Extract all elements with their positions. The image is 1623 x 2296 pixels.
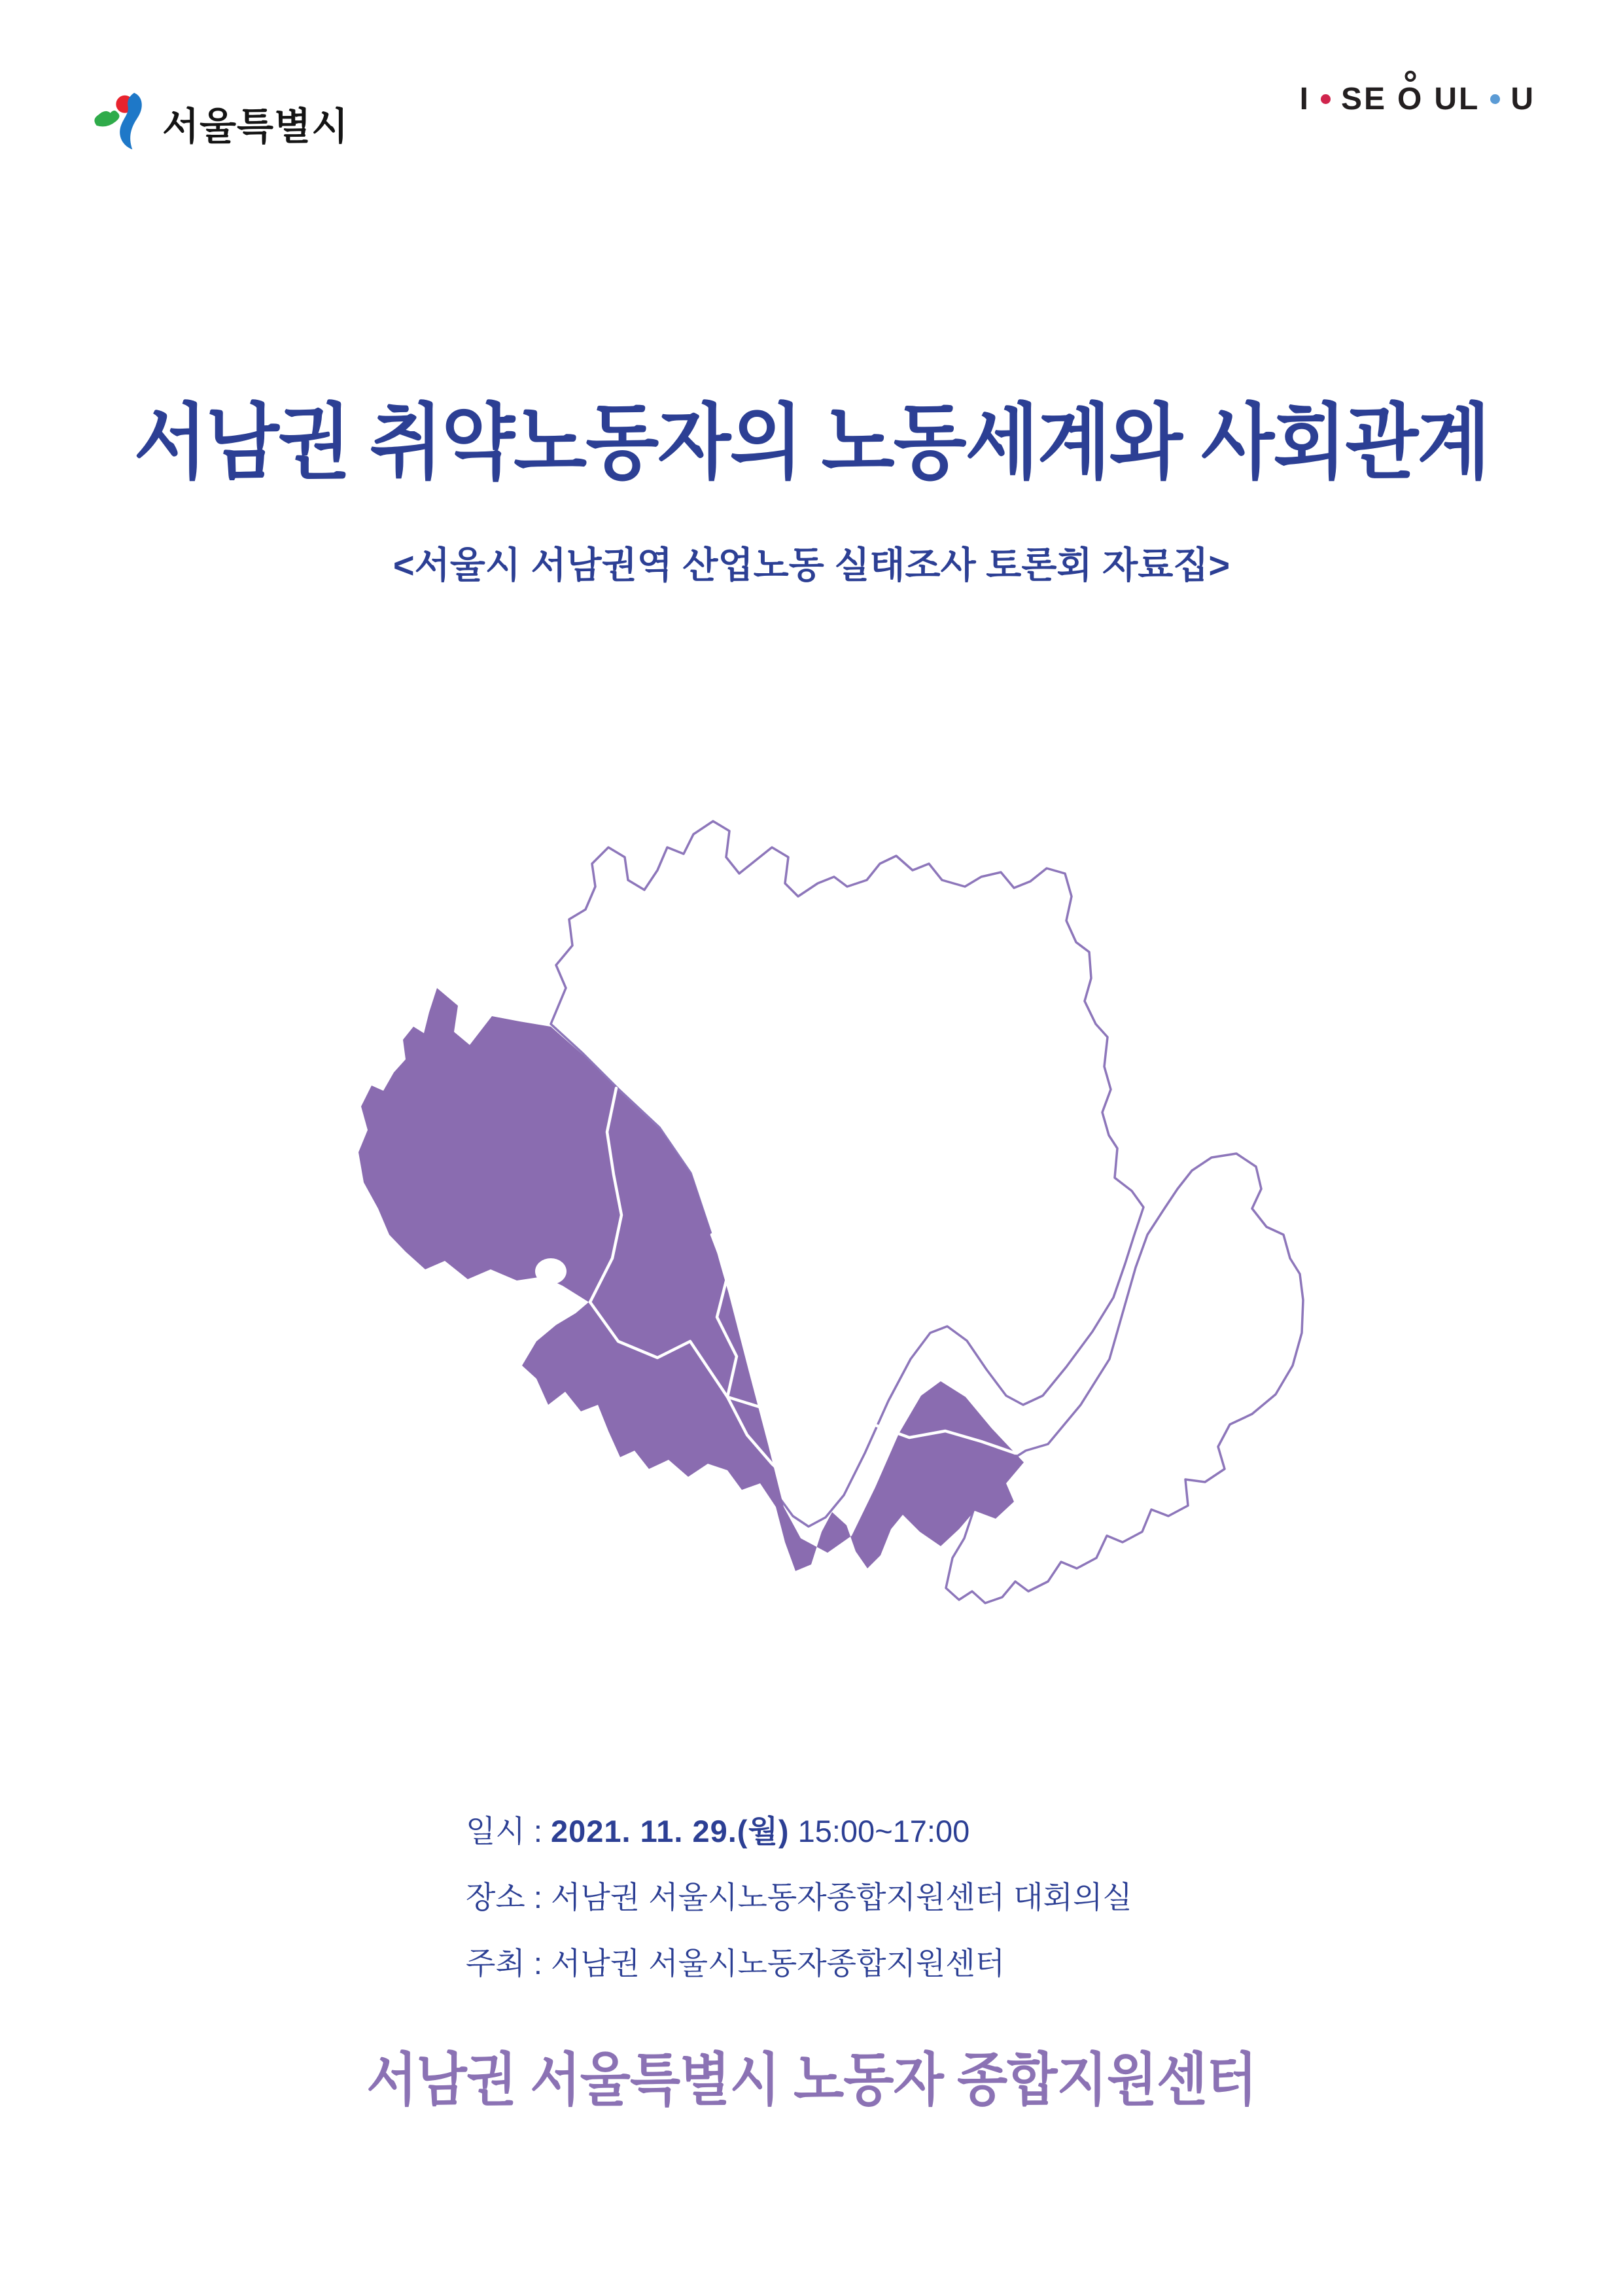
info-line-host <box>466 1939 1132 1983</box>
info-label: 주최 <box>466 1946 525 1981</box>
red-dot-icon <box>1321 94 1331 104</box>
brand-letters-ul: UL <box>1434 82 1480 116</box>
i-seoul-u-logo <box>1300 81 1535 117</box>
logo-green-mountain <box>94 111 119 126</box>
info-value-bold: 2021. 11. 29.(월) <box>551 1814 790 1848</box>
seoul-city-logo-text: 서울특별시 <box>162 105 349 148</box>
info-separator: : <box>525 1946 551 1981</box>
info-value: 15:00~17:00 <box>789 1814 970 1848</box>
brand-letter-u: U <box>1510 82 1535 116</box>
info-value: 서남권 서울시노동자종합지원센터 대회의실 <box>551 1880 1132 1915</box>
event-info <box>466 1807 1132 1983</box>
info-label: 장소 <box>466 1880 525 1915</box>
page-subtitle: <서울시 서남권역 산업노동 실태조사 토론회 자료집> <box>393 544 1230 586</box>
info-separator: : <box>525 1880 551 1915</box>
brand-letter-i: I <box>1299 82 1310 116</box>
map-notch <box>535 1258 567 1284</box>
ring-icon <box>1405 71 1416 82</box>
info-line-datetime <box>466 1807 1132 1851</box>
seoul-city-logo <box>90 90 349 156</box>
info-label: 일시 <box>466 1814 525 1848</box>
brand-letter-o-with-ring: O <box>1397 81 1423 117</box>
info-value: 서남권 서울시노동자종합지원센터 <box>551 1946 1005 1981</box>
seoul-city-symbol-icon <box>90 90 153 156</box>
seoul-map <box>321 749 1308 1613</box>
brand-letters-se: SE <box>1340 82 1387 116</box>
page-title: 서남권 취약노동자의 노동세계와 사회관계 <box>133 397 1490 489</box>
blue-dot-icon <box>1490 94 1500 104</box>
info-separator: : <box>525 1814 551 1848</box>
seoul-map-svg <box>321 749 1308 1613</box>
footer-organization-title: 서남권 서울특별시 노동자 종합지원센터 <box>366 2048 1257 2112</box>
info-line-place <box>466 1873 1132 1917</box>
